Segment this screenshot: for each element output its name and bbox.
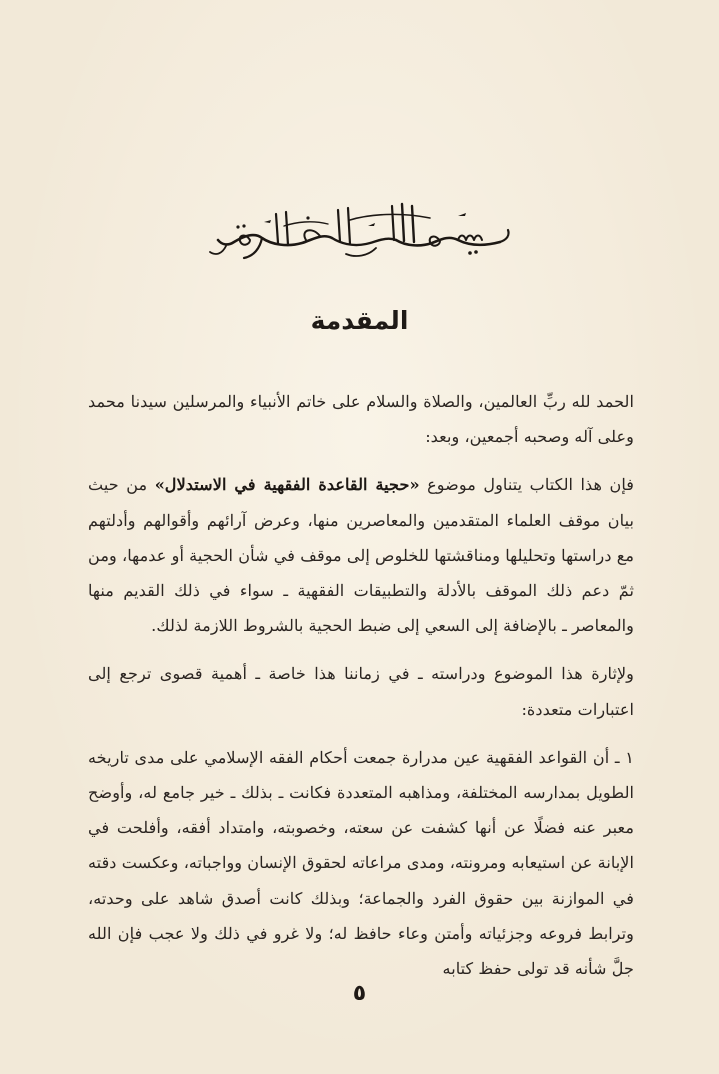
basmala-calligraphy-icon [200,196,520,266]
paragraph-point-1: ١ ـ أن القواعد الفقهية عين مدرارة جمعت أحكام الفقه الإسلامي على مدى تاريخه الطويل بمدارسه المختلفة، ومذاهبه المتعددة فكانت ـ بذلك ـ خير جامع له، وأوضح معبر عنه فضلًا عن أنها كشفت عن سعته، وخصوبته، وامتداد أفقه، وأفلحت في الإبانة عن استيعابه ومرونته، ومدى مراعاته لحقوق الإنسان وواجباته، وعكست دقته في الموازنة بين حقوق الفرد والجماعة؛ وبذلك كانت أصدق شاهد على وحدته، وترابط فروعه وجزئياته وأمتن وعاء حافظ له؛ ولا غرو في ذلك ولا عجب فإن الله جلَّ شأنه قد تولى حفظ كتابه [88,747,634,979]
paragraph-importance: ولإثارة هذا الموضوع ودراسته ـ في زماننا هذا خاصة ـ أهمية قصوى ترجع إلى اعتبارات متعددة: [88,664,634,719]
page-title: المقدمة [310,306,409,335]
body-text [88,384,634,986]
page-number: ٥ [352,981,367,1006]
paragraph-topic: فإن هذا الكتاب يتناول موضوع «حجية القاعدة الفقهية في الاستدلال» من حيث بيان موقف العلماء المتقدمين والمعاصرين منها، وعرض آرائهم وأقوالهم وأدلتهم مع دراستها وتحليلها ومناقشتها للخلوص إلى موقف في شأن الحجية أو عدمها، ومن ثمّ دعم ذلك الموقف بالأدلة والتطبيقات الفقهية ـ سواء في ذلك القديم منها والمعاصر ـ بالإضافة إلى السعي إلى ضبط الحجية بالشروط اللازمة لذلك. [88,475,635,636]
basmala-calligraphy [200,196,520,266]
paragraph-opening: الحمد لله ربِّ العالمين، والصلاة والسلام على خاتم الأنبياء والمرسلين سيدنا محمد وعلى آله وصحبه أجمعين، وبعد: [88,392,634,447]
book-topic-title: «حجية القاعدة الفقهية في الاستدلال» [154,475,420,495]
